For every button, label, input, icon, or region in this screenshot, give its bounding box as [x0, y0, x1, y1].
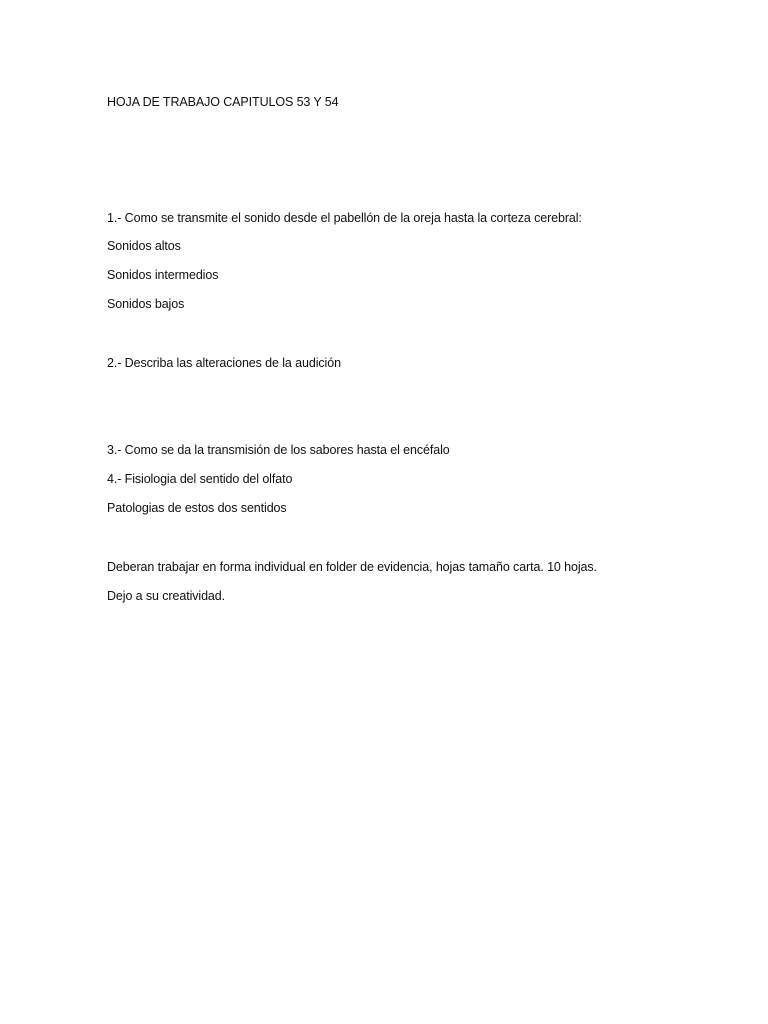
pathologies-line: Patologias de estos dos sentidos — [107, 501, 287, 515]
question-1-item-mid: Sonidos intermedios — [107, 268, 219, 282]
question-1-item-high: Sonidos altos — [107, 239, 181, 253]
question-2: 2.- Describa las alteraciones de la audición — [107, 356, 341, 370]
closing-line: Dejo a su creatividad. — [107, 589, 226, 603]
question-4: 4.- Fisiologia del sentido del olfato — [107, 472, 293, 486]
question-1-item-low: Sonidos bajos — [107, 297, 185, 311]
instructions-line: Deberan trabajar en forma individual en folder de evidencia, hojas tamaño carta. 10 hojas. — [107, 560, 597, 574]
question-3: 3.- Como se da la transmisión de los sabores hasta el encéfalo — [107, 443, 450, 457]
document-title: HOJA DE TRABAJO CAPITULOS 53 Y 54 — [107, 95, 339, 109]
question-1: 1.- Como se transmite el sonido desde el pabellón de la oreja hasta la corteza cerebral: — [107, 211, 582, 225]
